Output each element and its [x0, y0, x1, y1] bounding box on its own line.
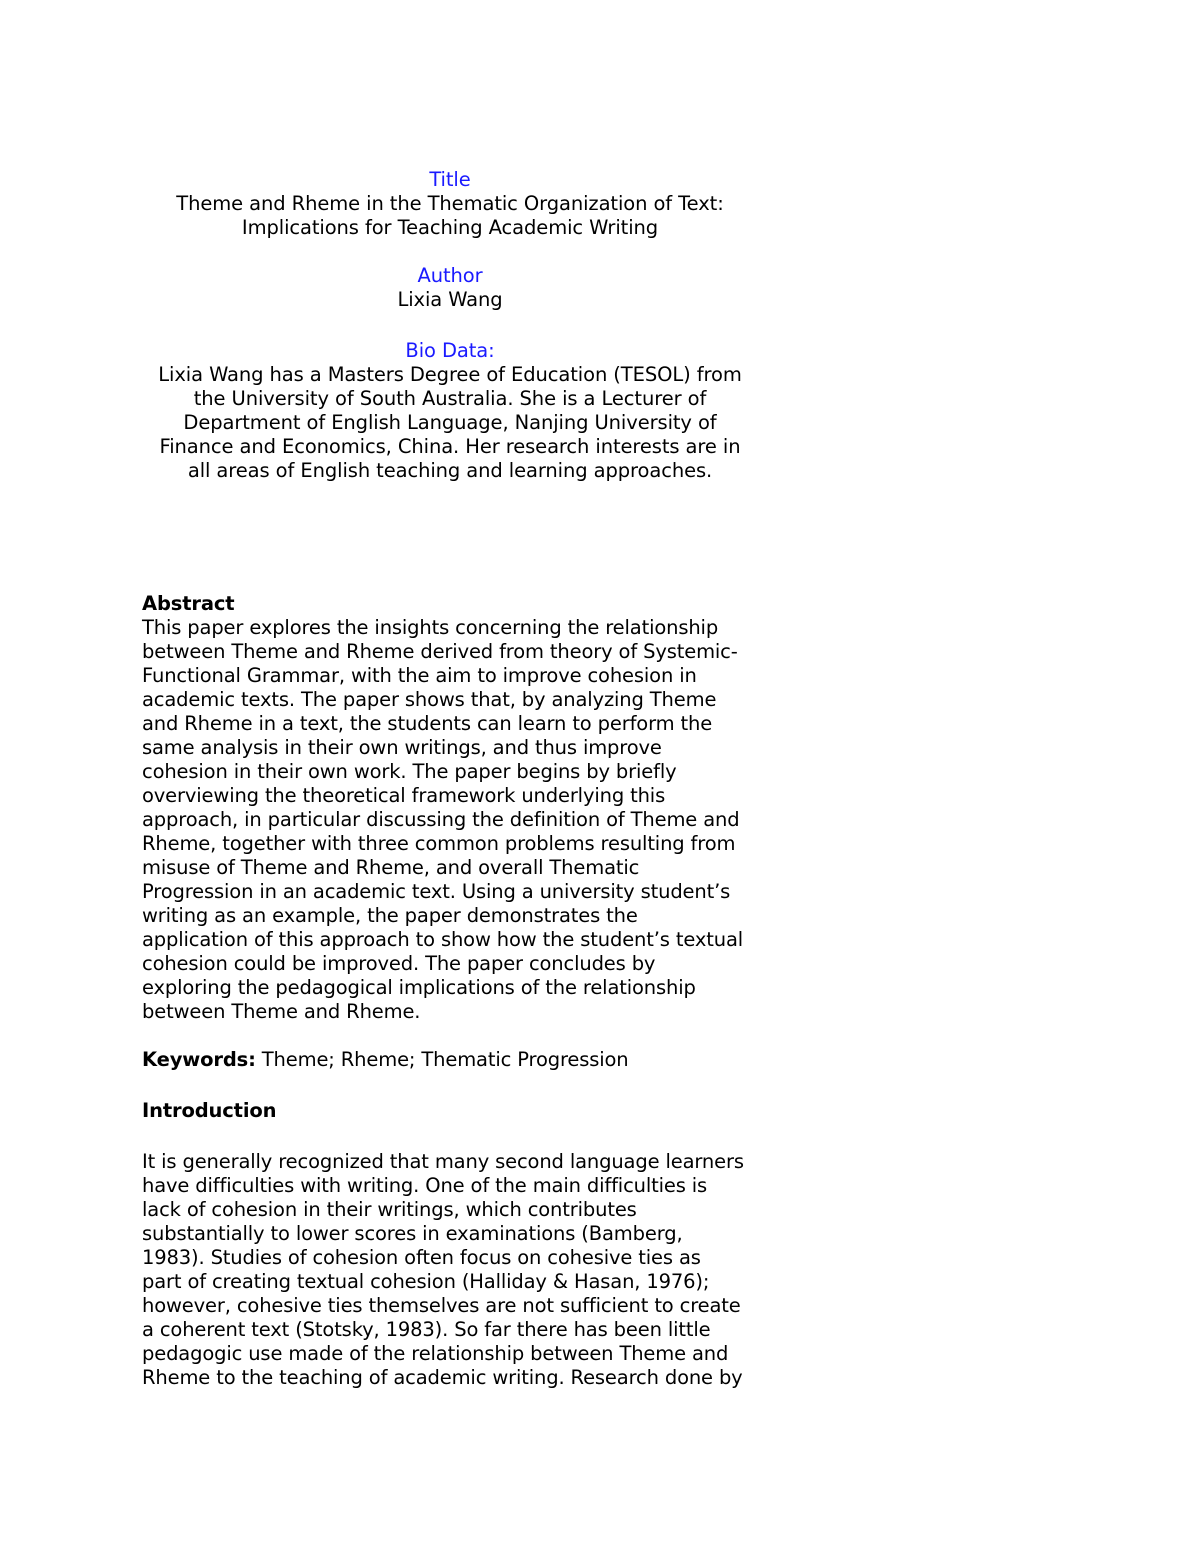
- author-label: Author: [417, 264, 483, 287]
- title-label: Title: [429, 168, 471, 191]
- introduction-line: pedagogic use made of the relationship between Theme and: [142, 1342, 729, 1365]
- abstract-line: between Theme and Rheme derived from theory of Systemic-: [142, 640, 738, 663]
- abstract-line: approach, in particular discussing the definition of Theme and: [142, 808, 740, 831]
- bio-line: the University of South Australia. She is a Lecturer of: [193, 387, 707, 410]
- abstract-line: Progression in an academic text. Using a university student’s: [142, 880, 731, 903]
- keywords-value: Theme; Rheme; Thematic Progression: [255, 1048, 629, 1071]
- title-block: [130, 168, 770, 240]
- abstract-line: academic texts. The paper shows that, by analyzing Theme: [142, 688, 717, 711]
- bio-line: Lixia Wang has a Masters Degree of Education (TESOL) from: [158, 363, 742, 386]
- author-name: Lixia Wang: [397, 288, 503, 311]
- title-line: Theme and Rheme in the Thematic Organization of Text:: [176, 192, 724, 215]
- introduction-line: however, cohesive ties themselves are not sufficient to create: [142, 1294, 741, 1317]
- abstract-line: misuse of Theme and Rheme, and overall Thematic: [142, 856, 640, 879]
- abstract-line: same analysis in their own writings, and thus improve: [142, 736, 662, 759]
- bio-block: [130, 339, 770, 483]
- introduction-line: lack of cohesion in their writings, which contributes: [142, 1198, 637, 1221]
- abstract-line: writing as an example, the paper demonstrates the: [142, 904, 638, 927]
- abstract-section: [142, 592, 782, 1024]
- introduction-heading: Introduction: [142, 1099, 277, 1122]
- introduction-line: part of creating textual cohesion (Halliday & Hasan, 1976);: [142, 1270, 710, 1293]
- abstract-line: Rheme, together with three common problems resulting from: [142, 832, 736, 855]
- abstract-line: application of this approach to show how the student’s textual: [142, 928, 744, 951]
- keywords-label: Keywords:: [142, 1048, 256, 1071]
- introduction-line: 1983). Studies of cohesion often focus on cohesive ties as: [142, 1246, 701, 1269]
- abstract-line: cohesion in their own work. The paper begins by briefly: [142, 760, 677, 783]
- author-block: [130, 264, 770, 312]
- introduction-line: a coherent text (Stotsky, 1983). So far there has been little: [142, 1318, 711, 1341]
- abstract-line: cohesion could be improved. The paper concludes by: [142, 952, 656, 975]
- introduction-line: It is generally recognized that many second language learners: [142, 1150, 744, 1173]
- abstract-line: overviewing the theoretical framework underlying this: [142, 784, 666, 807]
- bio-line: Department of English Language, Nanjing University of: [183, 411, 717, 434]
- bio-line: Finance and Economics, China. Her research interests are in: [159, 435, 741, 458]
- abstract-paragraph: [142, 616, 782, 1024]
- abstract-line: and Rheme in a text, the students can learn to perform the: [142, 712, 713, 735]
- introduction-line: Rheme to the teaching of academic writing. Research done by: [142, 1366, 743, 1389]
- introduction-heading-block: [142, 1099, 782, 1123]
- introduction-line: have difficulties with writing. One of the main difficulties is: [142, 1174, 708, 1197]
- abstract-heading: Abstract: [142, 592, 235, 615]
- abstract-line: between Theme and Rheme.: [142, 1000, 421, 1023]
- abstract-line: This paper explores the insights concerning the relationship: [142, 616, 719, 639]
- introduction-paragraph: [142, 1150, 782, 1390]
- abstract-line: exploring the pedagogical implications of the relationship: [142, 976, 696, 999]
- abstract-line: Functional Grammar, with the aim to improve cohesion in: [142, 664, 697, 687]
- bio-line: all areas of English teaching and learning approaches.: [187, 459, 713, 482]
- bio-label: Bio Data:: [405, 339, 495, 362]
- introduction-line: substantially to lower scores in examinations (Bamberg,: [142, 1222, 683, 1245]
- keywords-line: [142, 1048, 782, 1072]
- title-line: Implications for Teaching Academic Writing: [241, 216, 659, 239]
